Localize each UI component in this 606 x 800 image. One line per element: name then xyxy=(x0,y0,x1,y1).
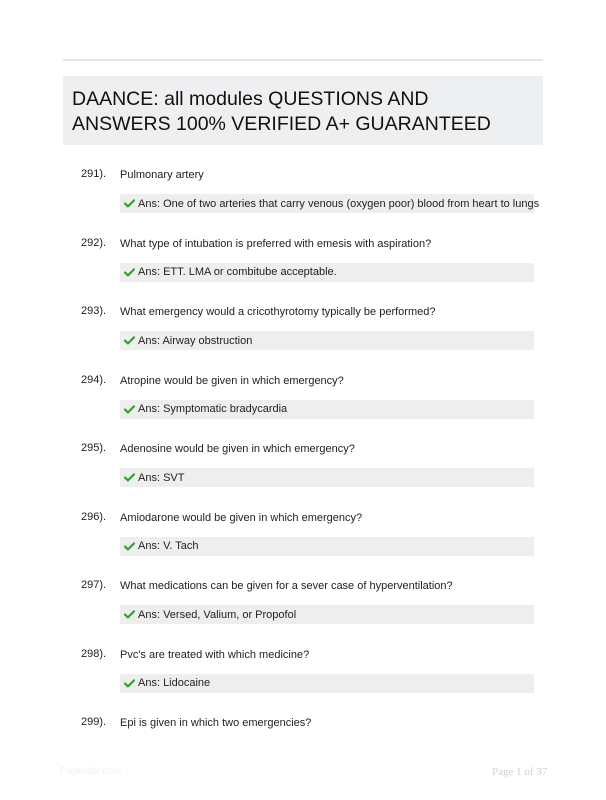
question-number: 294). xyxy=(81,373,107,386)
question-number: 297). xyxy=(81,579,107,591)
answer-box xyxy=(120,194,540,213)
question-number: 295). xyxy=(81,442,107,454)
check-icon xyxy=(124,199,135,208)
question-text: Amiodarone would be given in which emergency? xyxy=(120,511,363,524)
check-icon xyxy=(124,473,135,482)
footer-watermark: Paperlibr.com xyxy=(60,766,122,777)
question-text: Atropine would be given in which emergency? xyxy=(120,374,344,387)
question-text: Pulmonary artery xyxy=(120,169,204,181)
answer-text: Ans: ETT. LMA or combitube acceptable. xyxy=(138,266,337,278)
question-number: 299). xyxy=(81,716,107,728)
question-text: Epi is given in which two emergencies? xyxy=(120,717,312,729)
answer-text: Ans: V. Tach xyxy=(138,540,199,552)
check-icon xyxy=(124,268,135,277)
page-title: DAANCE: all modules QUESTIONS AND ANSWERS 100% VERIFIED A+ GUARANTEED xyxy=(72,88,491,135)
check-icon xyxy=(124,610,135,619)
answer-box xyxy=(120,263,534,282)
question-number: 296). xyxy=(81,510,107,523)
check-icon xyxy=(124,542,135,551)
answer-text: Ans: Airway obstruction xyxy=(138,334,253,347)
title-banner xyxy=(63,76,543,145)
list-item xyxy=(0,577,606,646)
answer-text: Ans: Lidocaine xyxy=(138,677,211,689)
check-icon xyxy=(124,679,135,688)
list-item xyxy=(0,166,606,235)
question-number: 298). xyxy=(81,647,107,660)
list-item xyxy=(0,646,606,715)
question-number: 293). xyxy=(81,305,107,317)
question-text: Adenosine would be given in which emergency? xyxy=(120,443,355,455)
answer-box xyxy=(120,468,534,487)
question-text: What medications can be given for a sever case of hyperventilation? xyxy=(120,580,453,592)
answer-box xyxy=(120,605,534,624)
question-number: 291). xyxy=(81,168,107,180)
page-indicator: Page 1 of 37 xyxy=(492,766,548,778)
answer-text: Ans: Symptomatic bradycardia xyxy=(138,403,288,415)
answer-box xyxy=(120,674,534,693)
list-item xyxy=(0,235,606,304)
top-divider xyxy=(63,59,543,61)
list-item xyxy=(0,372,606,441)
answer-box xyxy=(120,331,534,350)
answer-text: Ans: Versed, Valium, or Propofol xyxy=(138,608,297,621)
answer-box xyxy=(120,537,534,556)
list-item xyxy=(0,440,606,509)
list-item xyxy=(0,303,606,372)
check-icon xyxy=(124,336,135,345)
question-list xyxy=(0,166,606,783)
question-text: Pvc's are treated with which medicine? xyxy=(120,648,310,661)
answer-text: Ans: One of two arteries that carry venous (oxygen poor) blood from heart to lungs xyxy=(138,197,540,210)
list-item xyxy=(0,509,606,578)
question-text: What emergency would a cricothyrotomy typically be performed? xyxy=(120,306,436,318)
answer-box xyxy=(120,400,534,419)
check-icon xyxy=(124,405,135,414)
question-number: 292). xyxy=(81,236,107,249)
question-text: What type of intubation is preferred with emesis with aspiration? xyxy=(120,237,432,250)
answer-text: Ans: SVT xyxy=(138,471,185,484)
